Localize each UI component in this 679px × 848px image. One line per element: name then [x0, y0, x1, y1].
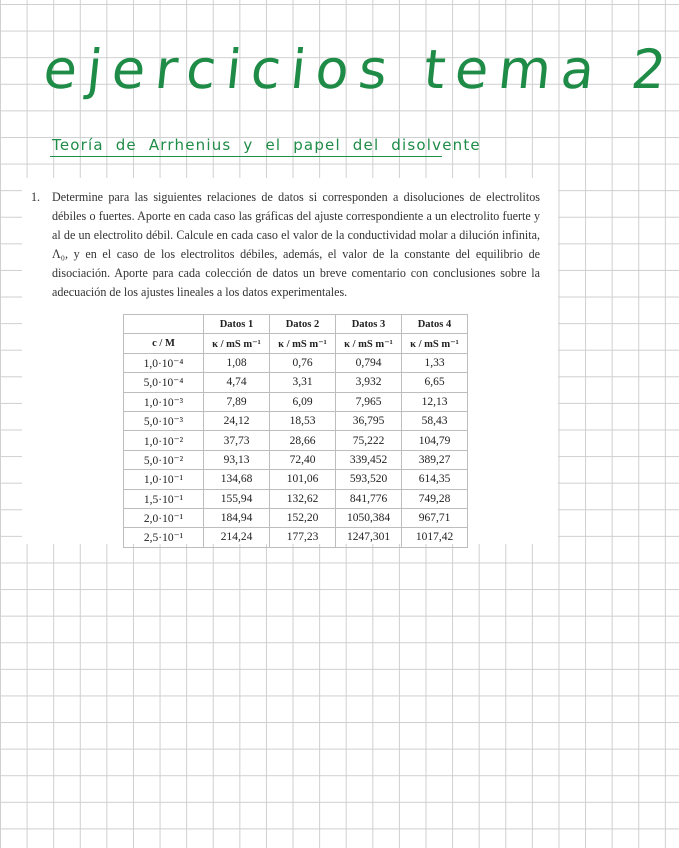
table-body: [124, 353, 468, 547]
table-cell: 214,24: [204, 528, 270, 547]
table-header-cell: Datos 4: [402, 315, 468, 334]
table-row: [124, 411, 468, 430]
table-header-cell: κ / mS m⁻¹: [402, 334, 468, 353]
table-cell: 3,932: [336, 373, 402, 392]
table-header-cell: [124, 315, 204, 334]
table-cell: 0,794: [336, 353, 402, 372]
table-group-header-row: [124, 315, 468, 334]
table-cell: 1,5·10⁻¹: [124, 489, 204, 508]
data-table: [123, 314, 468, 548]
table-cell: 134,68: [204, 470, 270, 489]
table-cell: 1,0·10⁻²: [124, 431, 204, 450]
table-cell: 24,12: [204, 411, 270, 430]
table-cell: 1,33: [402, 353, 468, 372]
table-cell: 2,5·10⁻¹: [124, 528, 204, 547]
table-cell: 0,76: [270, 353, 336, 372]
table-cell: 1,08: [204, 353, 270, 372]
exercise-number: 1.: [31, 190, 41, 204]
table-cell: 1,0·10⁻⁴: [124, 353, 204, 372]
table-cell: 1247,301: [336, 528, 402, 547]
table-cell: 101,06: [270, 470, 336, 489]
table-cell: 339,452: [336, 450, 402, 469]
table-cell: 6,65: [402, 373, 468, 392]
table-row: [124, 470, 468, 489]
page-title: ejercicios tema 2: [40, 38, 679, 101]
table-cell: 3,31: [270, 373, 336, 392]
exercise-card: [22, 178, 558, 544]
table-cell: 841,776: [336, 489, 402, 508]
table-cell: 152,20: [270, 508, 336, 527]
table-cell: 7,89: [204, 392, 270, 411]
table-cell: 614,35: [402, 470, 468, 489]
table-unit-header-row: [124, 334, 468, 353]
table-cell: 132,62: [270, 489, 336, 508]
table-cell: 4,74: [204, 373, 270, 392]
table-cell: 104,79: [402, 431, 468, 450]
table-cell: 184,94: [204, 508, 270, 527]
table-cell: 37,73: [204, 431, 270, 450]
table-cell: 7,965: [336, 392, 402, 411]
table-cell: 2,0·10⁻¹: [124, 508, 204, 527]
table-row: [124, 528, 468, 547]
table-cell: 1017,42: [402, 528, 468, 547]
table-row: [124, 431, 468, 450]
table-cell: 5,0·10⁻³: [124, 411, 204, 430]
table-cell: 12,13: [402, 392, 468, 411]
table-header-cell: c / M: [124, 334, 204, 353]
table-row: [124, 508, 468, 527]
table-header-cell: κ / mS m⁻¹: [336, 334, 402, 353]
table-cell: 18,53: [270, 411, 336, 430]
table-cell: 593,520: [336, 470, 402, 489]
table-cell: 5,0·10⁻²: [124, 450, 204, 469]
exercise-text: Determine para las siguientes relaciones de datos si corresponden a disoluciones de electrolitos débiles o fuertes. Aporte en cada caso las gráficas del ajuste correspondiente a un electrolito fuerte y al de un electrolito débil. Calcule en cada caso el valor de la conductividad molar a dilución infinita, Λ₀, y en el caso de los electrolitos débiles, además, el valor de la constante del equilibrio de disociación. Aporte para cada colección de datos un breve comentario con conclusiones sobre la adecuación de los ajustes lineales a los datos experimentales.: [52, 190, 540, 299]
table-header-cell: Datos 3: [336, 315, 402, 334]
table-cell: 93,13: [204, 450, 270, 469]
table-header-cell: κ / mS m⁻¹: [270, 334, 336, 353]
table-row: [124, 373, 468, 392]
table-cell: 389,27: [402, 450, 468, 469]
table-cell: 155,94: [204, 489, 270, 508]
table-cell: 1050,384: [336, 508, 402, 527]
table-cell: 28,66: [270, 431, 336, 450]
table-header-cell: κ / mS m⁻¹: [204, 334, 270, 353]
exercise-statement: [31, 188, 540, 302]
table-cell: 72,40: [270, 450, 336, 469]
page-subtitle: Teoría de Arrhenius y el papel del disolvente: [52, 136, 481, 154]
table-row: [124, 489, 468, 508]
table-cell: 967,71: [402, 508, 468, 527]
table-cell: 75,222: [336, 431, 402, 450]
table-row: [124, 353, 468, 372]
table-cell: 58,43: [402, 411, 468, 430]
table-cell: 5,0·10⁻⁴: [124, 373, 204, 392]
table-row: [124, 392, 468, 411]
table-cell: 36,795: [336, 411, 402, 430]
table-cell: 6,09: [270, 392, 336, 411]
table-header-cell: Datos 2: [270, 315, 336, 334]
table-cell: 1,0·10⁻¹: [124, 470, 204, 489]
table-row: [124, 450, 468, 469]
table-cell: 749,28: [402, 489, 468, 508]
table-cell: 177,23: [270, 528, 336, 547]
subtitle-underline: [50, 156, 442, 157]
table-header-cell: Datos 1: [204, 315, 270, 334]
table-cell: 1,0·10⁻³: [124, 392, 204, 411]
